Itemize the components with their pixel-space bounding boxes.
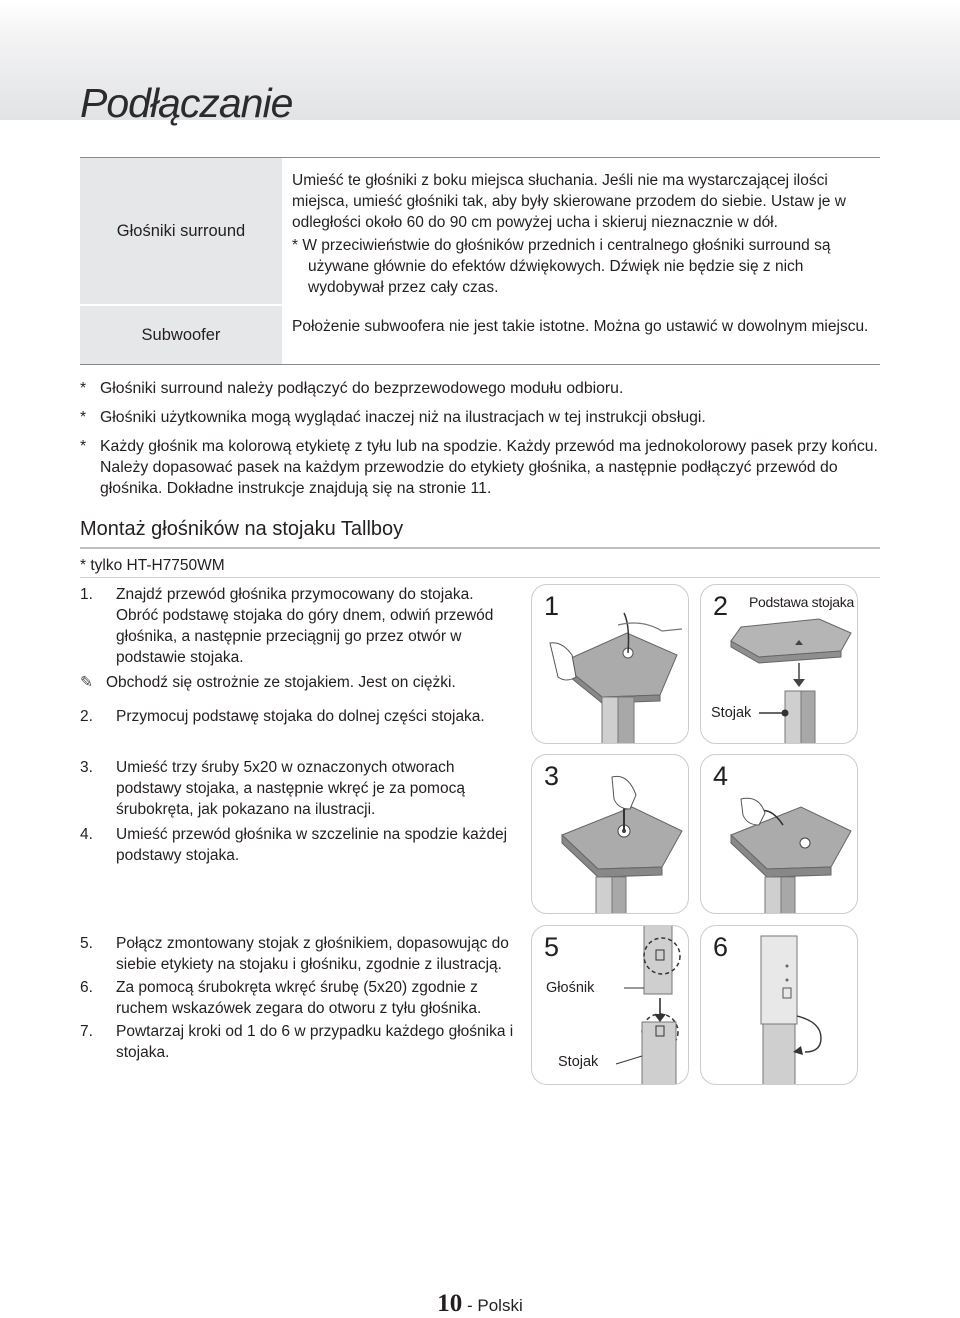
illustration-number: 5 [544,932,560,962]
step-2: 2. Przymocuj podstawę stojaka do dolnej części stojaka. [80,708,485,725]
illustration-step-5 [531,925,689,1085]
surround-note-text: * W przeciwieństwie do głośników przednich i centralnego głośniki surround są używane głównie do efektów dźwiękowych. Dźwięk nie będzie się z nich wydobywał przez cały czas. [292,237,831,296]
surround-note [292,235,880,298]
table-row-subwoofer [80,306,880,364]
note-item: * Głośniki użytkownika mogą wyglądać inaczej niż na ilustracjach w tej instrukcji obsługi. [80,409,706,426]
caution-note: ✎ Obchodź się ostrożnie ze stojakiem. Jest on ciężki. [80,674,456,691]
page-language: - Polski [462,1296,523,1315]
illustration-step-1 [531,584,689,744]
label-stand: Stojak [558,1054,599,1070]
label-stand: Stojak [711,705,752,721]
step-1: 1. Znajdź przewód głośnika przymocowany do stojaka. Obróć podstawę stojaka do góry dnem, odwiń przewód głośnika, a następnie przeciągnij go przez otwór w podstawie stojaka. [80,586,494,666]
table-row-surround [80,158,880,304]
label-stand-base: Podstawa stojaka [749,594,854,610]
general-notes [80,378,880,507]
illustration-number: 2 [713,591,729,621]
step-7: 7. Powtarzaj kroki od 1 do 6 w przypadku każdego głośnika i stojaka. [80,1023,514,1061]
section-title: Montaż głośników na stojaku Tallboy [80,518,404,540]
note-item: * Głośniki surround należy podłączyć do bezprzewodowego modułu odbioru. [80,380,624,397]
illustration-number: 1 [544,591,560,621]
illustration-step-6 [700,925,858,1085]
row-label-subwoofer: Subwoofer [80,306,282,364]
illustration-number: 4 [713,761,729,791]
model-note: * tylko HT-H7750WM [80,557,225,574]
pencil-note-icon: ✎ [80,674,93,691]
illustration-step-2 [700,584,858,744]
illustration-number: 3 [544,761,560,791]
step-5: 5. Połącz zmontowany stojak z głośnikiem, dopasowując do siebie etykiety na stojaku i głośniku, zgodnie z ilustracją. [80,935,509,973]
label-speaker: Głośnik [546,980,595,996]
subwoofer-description: Położenie subwoofera nie jest takie istotne. Można go ustawić w dowolnym miejscu. [292,318,869,335]
surround-description: Umieść te głośniki z boku miejsca słuchania. Jeśli nie ma wystarczającej ilości miejsca, umieść głośniki tak, aby były skierowane przodem do siebie. Ustaw je w odległości około 60 do 90 cm powyżej ucha i skieruj nieznacznie w dół. [292,172,846,231]
illustration-number: 6 [713,932,729,962]
page-title: Podłączanie [80,80,293,126]
row-label-surround: Głośniki surround [80,158,282,304]
row-content-surround [292,170,880,298]
illustration-step-4 [700,754,858,914]
section-rule [80,547,880,549]
page-number: 10 [437,1290,463,1317]
page-footer [0,1290,960,1318]
illustration-step-3 [531,754,689,914]
step-4: 4. Umieść przewód głośnika w szczelinie na spodzie każdej podstawy stojaka. [80,826,508,864]
model-rule [80,577,880,578]
step-3: 3. Umieść trzy śruby 5x20 w oznaczonych otworach podstawy stojaka, a następnie wkręć je za pomocą śrubokręta, jak pokazano na ilustracji. [80,759,465,818]
note-item: * Każdy głośnik ma kolorową etykietę z tyłu lub na spodzie. Każdy przewód ma jednokolorowy pasek przy końcu. Należy dopasować pasek na każdym przewodzie do etykiety głośnika, a następnie podłączyć przewód do głośnika. Dokładne instrukcje znajdują się na stronie 11. [80,438,878,497]
table-bottom-rule [80,364,880,365]
step-6: 6. Za pomocą śrubokręta wkręć śrubę (5x20) zgodnie z ruchem wskazówek zegara do otworu z tyłu głośnika. [80,979,482,1017]
